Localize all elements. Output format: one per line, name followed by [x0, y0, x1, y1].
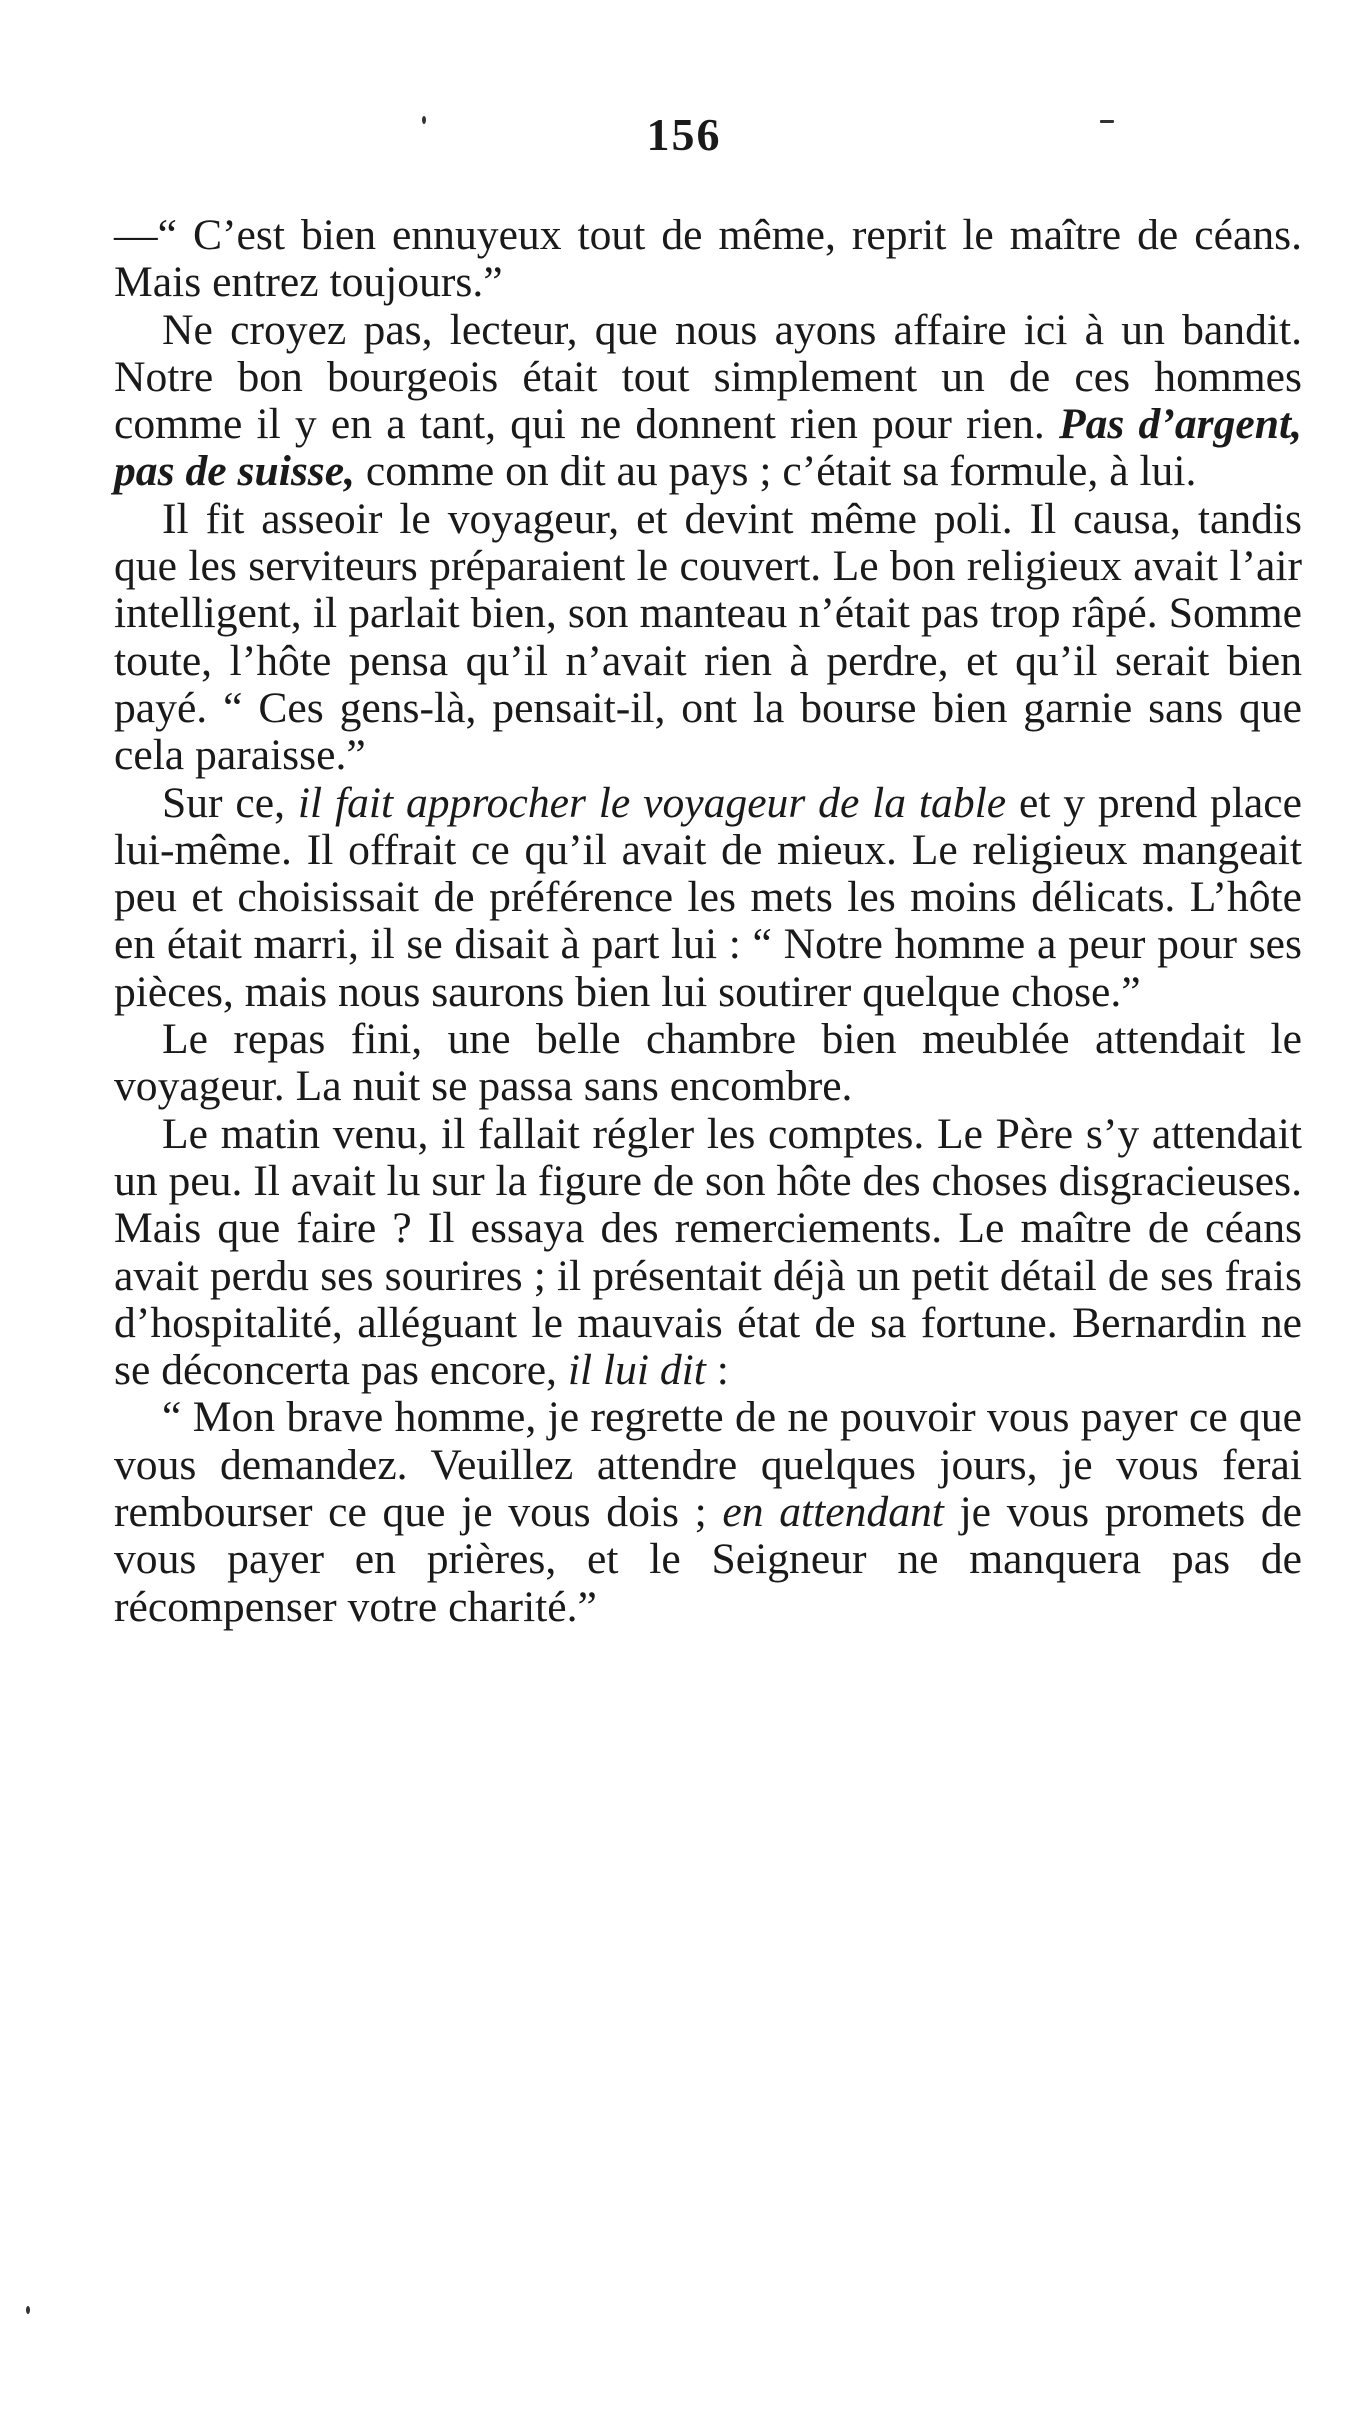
- paragraph-6-text-end: :: [705, 1346, 729, 1395]
- paragraph-1: —“ C’est bien ennuyeux tout de même, reprit le maître de céans. Mais entrez toujours.”: [114, 211, 1302, 307]
- paragraph-3: Il fit asseoir le voyageur, et devint même poli. Il causa, tandis que les serviteurs préparaient le couvert. Le bon religieux avait l’air intelligent, il parlait bien, son manteau n’était pas trop râpé. Somme toute, l’hôte pensa qu’il n’avait rien à perdre, et qu’il serait bien payé. “ Ces gens-là, pensait-il, ont la bourse bien garnie sans que cela paraisse.”: [114, 494, 1302, 780]
- paragraph-6: [114, 1111, 1302, 1395]
- paragraph-2-italic-phrase: Pas d’argent, pas de suisse,: [114, 400, 1303, 496]
- paragraph-4: [114, 780, 1302, 1016]
- page-number: 156: [646, 109, 722, 160]
- paragraph-7-italic-phrase: en attendant: [722, 1488, 944, 1537]
- paragraph-4-text-end: et y prend place lui-même. Il offrait ce qu’il avait de mieux. Le religieux mangeait peu et choisissait de préférence les mets les moins délicats. L’hôte en était marri, il se disait à part lui : “ Notre homme a peur pour ses pièces, mais nous saurons bien lui soutirer quelque chose.”: [114, 778, 1302, 1016]
- paragraph-5: Le repas fini, une belle chambre bien meublée attendait le voyageur. La nuit se passa sans encombre.: [114, 1015, 1302, 1111]
- print-speck: [26, 2306, 30, 2314]
- body-text: [114, 212, 1302, 1631]
- paragraph-2-text-end: comme on dit au pays ; c’était sa formule, à lui.: [355, 447, 1197, 496]
- paragraph-4-italic-phrase: il fait approcher le voyageur de la table: [297, 778, 1007, 827]
- paragraph-7: [114, 1394, 1302, 1630]
- paragraph-2-text: Ne croyez pas, lecteur, que nous ayons affaire ici à un bandit. Notre bon bourgeois était tout simplement un de ces hommes comme il y en a tant, qui ne donnent rien pour rien.: [114, 305, 1302, 449]
- paragraph-2: [114, 307, 1302, 496]
- paragraph-4-text: Sur ce,: [162, 778, 298, 827]
- paragraph-7-text: “ Mon brave homme, je regrette de ne pouvoir vous payer ce que vous demandez. Veuillez attendre quelques jours, je vous ferai rembourser ce que je vous dois ;: [114, 1393, 1302, 1537]
- paragraph-6-italic-phrase: il lui dit: [567, 1346, 706, 1395]
- paragraph-7-text-end: je vous promets de vous payer en prières, et le Seigneur ne manquera pas de récompenser votre charité.”: [114, 1488, 1302, 1631]
- paragraph-6-text: Le matin venu, il fallait régler les comptes. Le Père s’y attendait un peu. Il avait lu sur la figure de son hôte des choses disgracieuses. Mais que faire ? Il essaya des remerciements. Le maître de céans avait perdu ses sourires ; il présentait déjà un petit détail de ses frais d’hospitalité, alléguant le mauvais état de sa fortune. Bernardin ne se déconcerta pas encore,: [114, 1109, 1302, 1395]
- print-speck: [1100, 120, 1114, 123]
- print-speck: [422, 116, 426, 124]
